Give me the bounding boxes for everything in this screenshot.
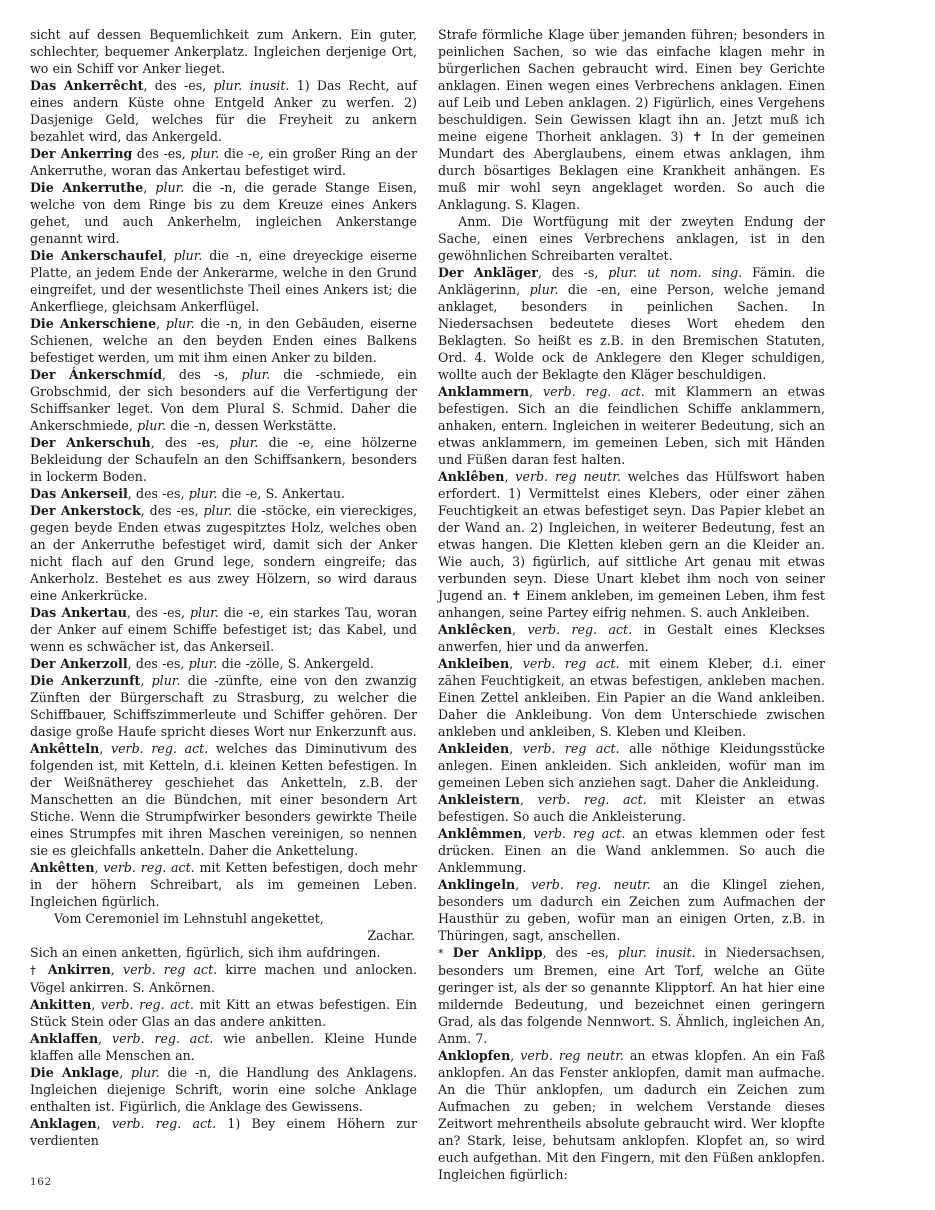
entry-definition-continued: die -en, eine Person, welche jemand anklaget, besonders in peinlichen Sachen. In Niedersachsen bedeutete dieses Wort ehedem den Beklagten. So heißt es z.B. in den Bremischen Statuten, Ord. 4. Wolde ock de Anklegere den Kleger schuldigen, wollte auch der Beklagte den Kläger beschuldigen. bbox=[438, 282, 825, 382]
entry-marker-icon: * bbox=[438, 946, 444, 960]
entry-inflection: , des -s, bbox=[162, 367, 242, 382]
entry-grammar-label: plur. bbox=[155, 180, 185, 195]
entry-definition: die -stöcke, ein viereckiges, gegen beyde Enden etwas zugespitztes Holz, welches oben an der Ankerruthe befestiget wird, damit sich der Anker nicht flach auf den Grund lege, sondern eingreife; das Ankerholz. Bestehet es aus zwey Hölzern, so wird daraus eine Ankerkrücke. bbox=[30, 503, 418, 603]
entry-definition: die -n, eine dreyeckige eiserne Platte, an jedem Ende der Ankerarme, welche in den Grund eingreifet, und der wesentlichste Theil eines Ankers ist; die Ankerfliege, gleichsam Ankerflügel. bbox=[30, 248, 418, 314]
dictionary-entry bbox=[30, 1115, 417, 1149]
entry-definition: mit Kleister an etwas befestigen. So auch die Ankleisterung. bbox=[438, 792, 826, 824]
entry-headword: Die Ankerschiene bbox=[30, 316, 157, 331]
entry-definition: kirre machen und anlocken. Vögel ankirren. S. Ankörnen. bbox=[30, 962, 417, 995]
entry-headword: Anklêcken bbox=[438, 622, 513, 637]
dictionary-entry bbox=[30, 485, 417, 502]
entry-definition: an etwas klemmen oder fest drücken. Einen an die Wand anklemmen. So auch die Anklemmung. bbox=[438, 826, 825, 875]
entry-headword: Die Ankerschaufel bbox=[30, 248, 163, 263]
entry-headword: Anklopfen bbox=[438, 1048, 511, 1063]
dictionary-entry bbox=[438, 468, 825, 621]
entry-inflection: , bbox=[91, 997, 101, 1012]
entry-grammar-label: plur. bbox=[165, 316, 195, 331]
dictionary-entry bbox=[30, 655, 417, 672]
entry-inflection: , bbox=[110, 962, 123, 977]
entry-grammar-label: verb. reg neutr. bbox=[520, 1048, 624, 1063]
entry-grammar-label: verb. reg. act. bbox=[527, 622, 633, 637]
dictionary-entry bbox=[30, 247, 417, 315]
dictionary-entry bbox=[438, 740, 825, 791]
entry-grammar-label: plur. bbox=[241, 367, 271, 382]
entry-definition: mit Klammern an etwas befestigen. Sich an die feindlichen Schiffe anklammern, anhaken, entern. Ingleichen in weiterer Bedeutung, sich an etwas anklammern, im gemeinen Leben, sich mit Händen und Füßen daran fest halten. bbox=[438, 384, 826, 467]
entry-inflection: , bbox=[510, 1048, 521, 1063]
entry-definition: mit Ketten befestigen, doch mehr in der höhern Schreibart, als im gemeinen Leben. Ingleichen figürlich. bbox=[30, 860, 417, 909]
entry-definition: die -zünfte, eine von den zwanzig Zünften der Bürgerschaft zu Strasburg, zu welcher die Schiffbauer, Schiffszimmerleute und Schiffer gehören. Der dasige große Haufe spricht dieses Wort nur Enkerzunft aus. bbox=[30, 673, 417, 739]
entry-inflection: , bbox=[140, 673, 152, 688]
dictionary-entry bbox=[30, 740, 417, 859]
entry-inflection: , des -es, bbox=[150, 435, 230, 450]
entry-headword: Die Ankerzunft bbox=[30, 673, 141, 688]
remark-paragraph: Anm. Die Wortfügung mit der zweyten Endung der Sache, einen eines Verbrechens anklagen, ist in den gewöhnlichen Schreibarten veraltet. bbox=[438, 214, 825, 263]
entry-grammar-label: plur. bbox=[190, 146, 220, 161]
entry-grammar-label: verb. reg. act. bbox=[111, 1116, 217, 1131]
entry-definition-continued: die -n, dessen Werkstätte. bbox=[165, 418, 337, 433]
entry-definition: Fämin. die Anklägerinn, bbox=[438, 265, 826, 297]
entry-inflection: , bbox=[98, 1031, 112, 1046]
entry-headword: Der Ánkerschmíd bbox=[30, 367, 162, 382]
left-column bbox=[30, 26, 417, 1183]
entry-headword: Das Ankertau bbox=[30, 605, 127, 620]
two-column-body bbox=[30, 26, 905, 1183]
entry-grammar-label: verb. reg act. bbox=[522, 656, 620, 671]
entry-inflection: , bbox=[522, 826, 534, 841]
entry-definition: welches das Hülfswort haben erfordert. 1) Vermittelst eines Klebers, oder einer zähen Feuchtigkeit an etwas befestiget seyn. Das Papier klebet an der Wand an. 2) Ingleichen, in weiterer Bedeutung, fest an etwas hangen. Die Kletten kleben gern an die Kleider an. Wie auch, 3) figürlich, auf sittliche Art genau mit etwas verbunden seyn. Diese Unart klebet ihm noch von seiner Jugend an. ✝ Einem ankleben, im gemeinen Leben, ihm fest anhangen, seine Partey eifrig nehmen. S. auch Ankleiben. bbox=[438, 469, 826, 620]
dictionary-entry bbox=[30, 961, 417, 996]
entry-headword: Der Anklipp bbox=[452, 945, 543, 960]
entry-inflection: , bbox=[156, 316, 166, 331]
entry-inflection: , des -s, bbox=[537, 265, 609, 280]
entry-grammar-label-secondary: plur. bbox=[529, 282, 559, 297]
entry-definition: die -e, ein großer Ring an der Ankerruthe, woran das Ankertau befestiget wird. bbox=[30, 146, 417, 178]
entry-inflection: , bbox=[94, 860, 104, 875]
entry-definition: in Niedersachsen, besonders um Bremen, eine Art Torf, welche an Güte geringer ist, als der so genannte Klipptorf. An hat hier eine mildernde Bedeutung, und bezeichnet einen geringern Grad, als das folgende Nennwort. S. Ähnlich, ingleichen An, Anm. 7. bbox=[438, 945, 825, 1046]
entry-headword: Der Ankläger bbox=[438, 265, 538, 280]
entry-inflection: , bbox=[119, 1065, 131, 1080]
entry-inflection: , des -es, bbox=[140, 503, 204, 518]
entry-grammar-label: verb. reg. act. bbox=[100, 997, 194, 1012]
entry-headword: Die Ankerruthe bbox=[30, 180, 144, 195]
entry-headword: Der Ankerzoll bbox=[30, 656, 128, 671]
dictionary-entry bbox=[30, 145, 417, 179]
entry-definition: die -n, die gerade Stange Eisen, welche von dem Ringe bis zu dem Kreuze eines Ankers gehet, und auch Ankerhelm, ingleichen Ankerstange genannt wird. bbox=[30, 180, 418, 246]
entry-definition: die -n, die Handlung des Anklagens. Ingleichen diejenige Schrift, worin eine solche Anklage enthalten ist. Figürlich, die Anklage des Gewissens. bbox=[30, 1065, 417, 1114]
entry-inflection: , bbox=[162, 248, 174, 263]
entry-headword: Anklêben bbox=[438, 469, 505, 484]
entry-inflection: , bbox=[504, 469, 516, 484]
entry-inflection: des -es, bbox=[132, 146, 191, 161]
body-paragraph: Strafe förmliche Klage über jemanden führen; besonders in peinlichen Sachen, so wie das einfache klagen mehr in bürgerlichen Sachen gebraucht wird. Einen bey Gerichte anklagen. Einen wegen eines Verbrechens anklagen. Einen auf Leib und Leben anklagen. 2) Figürlich, eines Vergehens beschuldigen. Sein Gewissen klagt ihn an. Jetzt muß ich meine eigene Thorheit anklagen. 3) ✝ In der gemeinen Mundart des Aberglaubens, einem etwas anklagen, ihm durch bösartiges Beklagen eine Krankheit anhängen. Es muß mir wohl seyn angeklaget worden. So auch die Anklagung. S. Klagen. bbox=[438, 27, 825, 212]
dictionary-entry bbox=[30, 1030, 417, 1064]
entry-definition: wie anbellen. Kleine Hunde klaffen alle Menschen an. bbox=[30, 1031, 417, 1063]
entry-inflection: , bbox=[99, 741, 111, 756]
dictionary-entry bbox=[30, 502, 417, 604]
dictionary-entry bbox=[438, 1047, 825, 1183]
dictionary-entry bbox=[30, 859, 417, 910]
entry-inflection: , des -es, bbox=[126, 605, 190, 620]
entry-headword: Anklêmmen bbox=[438, 826, 523, 841]
entry-grammar-label: plur. inusit. bbox=[617, 945, 696, 960]
dictionary-entry bbox=[30, 996, 417, 1030]
entry-inflection: , bbox=[96, 1116, 112, 1131]
entry-grammar-label: plur. bbox=[130, 1065, 160, 1080]
dictionary-entry bbox=[438, 383, 825, 468]
entry-headword: Anklagen bbox=[30, 1116, 97, 1131]
entry-definition: mit Kitt an etwas befestigen. Ein Stück Stein oder Glas an das andere ankitten. bbox=[30, 997, 417, 1029]
entry-inflection: , des -es, bbox=[542, 945, 618, 960]
dictionary-entry bbox=[438, 264, 825, 383]
entry-grammar-label: verb. reg. act. bbox=[537, 792, 647, 807]
entry-headword: Ankirren bbox=[47, 962, 111, 977]
entry-definition: in Gestalt eines Kleckses anwerfen, hier und da anwerfen. bbox=[438, 622, 825, 654]
entry-grammar-label: plur. bbox=[189, 605, 219, 620]
entry-headword: Der Ankerring bbox=[30, 146, 133, 161]
dictionary-entry bbox=[30, 366, 417, 434]
entry-headword: Das Ankerrêcht bbox=[30, 78, 144, 93]
entry-inflection: , bbox=[512, 622, 528, 637]
dictionary-entry bbox=[30, 179, 417, 247]
entry-grammar-label: plur. bbox=[229, 435, 259, 450]
entry-headword: Ankleiben bbox=[438, 656, 510, 671]
entry-headword: Ankleistern bbox=[438, 792, 520, 807]
entry-grammar-label: plur. bbox=[151, 673, 181, 688]
entry-headword: Ankleiden bbox=[438, 741, 510, 756]
right-column bbox=[438, 26, 825, 1183]
entry-grammar-label: verb. reg. act. bbox=[543, 384, 645, 399]
entry-grammar-label: verb. reg neutr. bbox=[515, 469, 621, 484]
dictionary-entry bbox=[30, 434, 417, 485]
entry-definition: alle nöthige Kleidungsstücke anlegen. Einen ankleiden. Sich ankleiden, wofür man im gemeinen Leben sich anziehen sagt. Daher die Ankleidung. bbox=[438, 741, 825, 790]
entry-headword: Der Ankerstock bbox=[30, 503, 141, 518]
entry-grammar-label: verb. reg act. bbox=[533, 826, 626, 841]
entry-definition: 1) Bey einem Höhern zur verdienten bbox=[30, 1116, 417, 1148]
entry-grammar-label: verb. reg. act. bbox=[111, 1031, 214, 1046]
dictionary-entry bbox=[30, 77, 417, 145]
entry-grammar-label: verb. reg. act. bbox=[110, 741, 209, 756]
entry-inflection: , des -es, bbox=[143, 78, 214, 93]
entry-definition: die -e, ein starkes Tau, woran der Anker auf einem Schiffe befestiget ist; das Kabel, und wenn es schwächer ist, das Ankerseil. bbox=[30, 605, 418, 654]
entry-inflection: , bbox=[529, 384, 544, 399]
entry-headword: Anklaffen bbox=[30, 1031, 99, 1046]
entry-grammar-label: verb. reg act. bbox=[122, 962, 218, 977]
entry-headword: Das Ankerseil bbox=[30, 486, 128, 501]
entry-grammar-label: plur. ut nom. sing. bbox=[608, 265, 743, 280]
entry-definition: an etwas klopfen. An ein Faß anklopfen. An das Fenster anklopfen, damit man aufmache. An die Thür anklopfen, um dadurch ein Zeichen zum Aufmachen zu geben; in welchem Verstande dieses Zeitwort mehrentheils absolute gebraucht wird. Wer klopfte an? Stark, leise, behutsam anklopfen. Klopfet an, so wird euch aufgethan. Mit den Fingern, mit den Füßen anklopfen. Ingleichen figürlich: bbox=[438, 1048, 825, 1182]
page-number: 162 bbox=[30, 1176, 52, 1188]
entry-definition: mit einem Kleber, d.i. einer zähen Feuchtigkeit, an etwas befestigen, ankleben machen. Einen Zettel ankleiben. Ein Papier an die Wand ankleiben. Daher die Ankleibung. Von dem Unterschiede zwischen ankleben und ankleiben, S. Kleben und Kleiben. bbox=[438, 656, 826, 739]
dictionary-entry bbox=[30, 672, 417, 740]
entry-grammar-label: plur. bbox=[203, 503, 233, 518]
entry-inflection: , bbox=[519, 792, 538, 807]
entry-inflection: , des -es, bbox=[127, 486, 189, 501]
entry-headword: Die Anklage bbox=[30, 1065, 120, 1080]
body-paragraph: sicht auf dessen Bequemlichkeit zum Ankern. Ein guter, schlechter, bequemer Ankerplatz. Ingleichen derjenige Ort, wo ein Schiff vor Anker lieget. bbox=[30, 27, 417, 76]
entry-inflection: , bbox=[515, 877, 532, 892]
quotation-attribution: Zachar. bbox=[367, 928, 415, 943]
dictionary-entry bbox=[438, 655, 825, 740]
dictionary-entry bbox=[30, 604, 417, 655]
entry-definition: welches das Diminutivum des folgenden ist, mit Ketteln, d.i. kleinen Ketten befestigen. In der Weißnätherey geschiehet das Anketteln, z.B. der Manschetten an die Bündchen, mit einer besondern Art Stiche. Wenn die Strumpfwirker besonders gewirkte Theile eines Strumpfes mit ihren Maschen vereinigen, so nennen sie es gleichfalls anketteln. Daher die Ankettelung. bbox=[30, 741, 418, 858]
dictionary-entry bbox=[438, 791, 825, 825]
entry-grammar-label: plur. inusit. bbox=[213, 78, 290, 93]
entry-headword: Der Ankerschuh bbox=[30, 435, 151, 450]
entry-grammar-label: verb. reg act. bbox=[522, 741, 620, 756]
entry-inflection: , bbox=[509, 656, 523, 671]
verse-quotation: Vom Ceremoniel im Lehnstuhl angekettet, bbox=[53, 911, 324, 926]
entry-grammar-label-secondary: plur. bbox=[137, 418, 166, 433]
entry-definition: 1) Das Recht, auf eines andern Küste ohne Entgeld Anker zu werfen. 2) Dasjenige Geld, welches für die Freyheit zu ankern bezahlet wird, das Ankergeld. bbox=[30, 78, 417, 144]
entry-grammar-label: plur. bbox=[188, 656, 218, 671]
entry-grammar-label: plur. bbox=[188, 486, 218, 501]
dictionary-entry bbox=[438, 621, 825, 655]
entry-definition: die -zölle, S. Ankergeld. bbox=[217, 656, 375, 671]
dictionary-entry bbox=[438, 944, 825, 1047]
entry-headword: Ankêtteln bbox=[30, 741, 100, 756]
entry-grammar-label: verb. reg. neutr. bbox=[531, 877, 651, 892]
entry-grammar-label: plur. bbox=[173, 248, 203, 263]
entry-inflection: , des -es, bbox=[127, 656, 189, 671]
dictionary-entry bbox=[30, 315, 417, 366]
entry-headword: Anklingeln bbox=[438, 877, 516, 892]
entry-grammar-label: verb. reg. act. bbox=[103, 860, 195, 875]
dictionary-entry bbox=[438, 876, 825, 944]
entry-headword: Ankêtten bbox=[30, 860, 95, 875]
entry-inflection: , bbox=[509, 741, 523, 756]
entry-inflection: , bbox=[143, 180, 156, 195]
entry-definition: die -e, eine hölzerne Bekleidung der Schaufeln an den Schiffsankern, besonders in lockerm Boden. bbox=[30, 435, 418, 484]
entry-definition: die -schmiede, ein Grobschmid, der sich besonders auf die Verfertigung der Schiffsanker leget. Von dem Plural S. Schmid. Daher die Ankerschmiede, bbox=[30, 367, 417, 433]
entry-definition: die -n, in den Gebäuden, eiserne Schienen, welche an den beyden Enden eines Balkens befestiget werden, um mit ihm einen Anker zu bilden. bbox=[30, 316, 417, 365]
entry-definition: die -e, S. Ankertau. bbox=[217, 486, 345, 501]
entry-marker-icon: † bbox=[30, 963, 40, 977]
dictionary-entry bbox=[438, 825, 825, 876]
entry-headword: Anklammern bbox=[438, 384, 530, 399]
dictionary-entry bbox=[30, 1064, 417, 1115]
entry-headword: Ankitten bbox=[30, 997, 92, 1012]
body-paragraph: Sich an einen anketten, figürlich, sich ihm aufdringen. bbox=[30, 945, 381, 960]
entry-definition: an die Klingel ziehen, besonders um dadurch ein Zeichen zum Aufmachen der Hausthür zu geben, wofür man an einigen Orten, z.B. in Thüringen, sagt, anschellen. bbox=[438, 877, 826, 943]
